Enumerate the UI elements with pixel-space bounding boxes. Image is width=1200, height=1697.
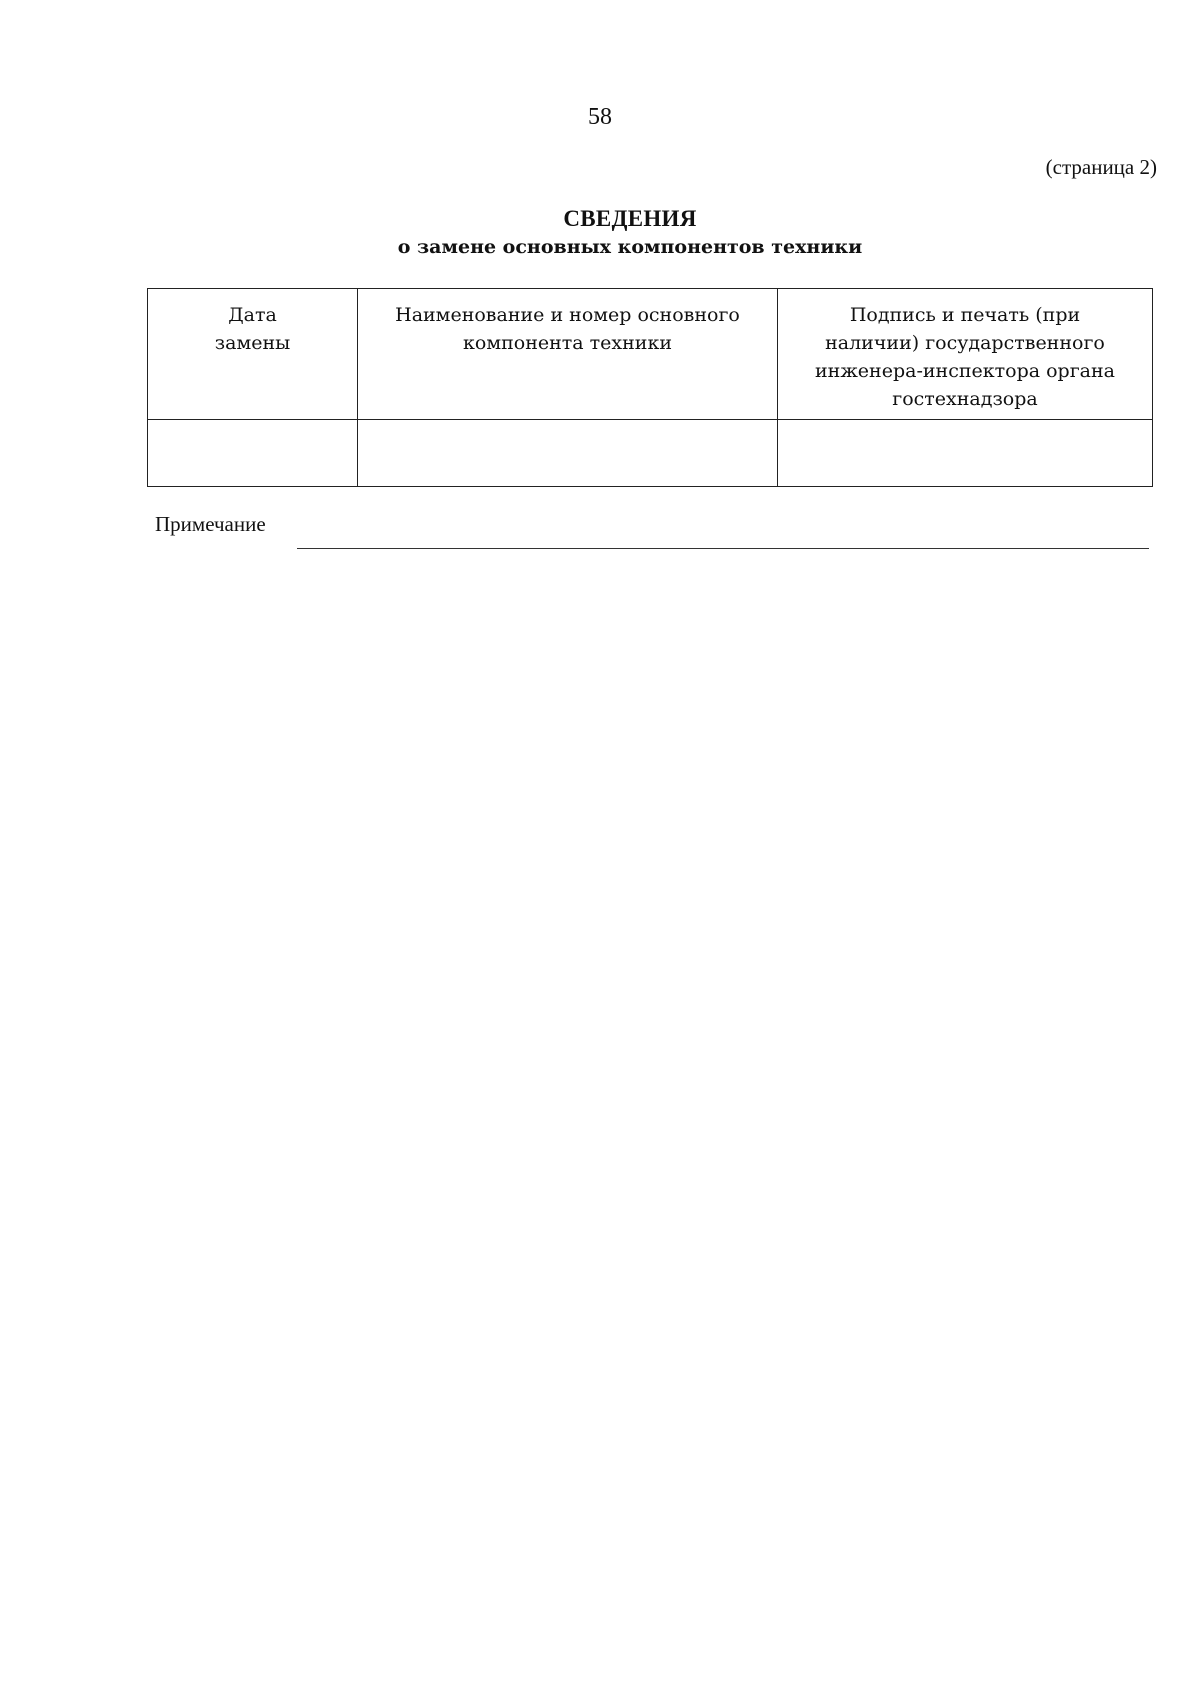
table-cell-signature[interactable]: [778, 420, 1153, 487]
table-row: [148, 420, 1153, 487]
page-number: 58: [588, 104, 612, 130]
table-cell-date[interactable]: [148, 420, 358, 487]
column-header-date: [148, 289, 358, 420]
column-header-label: Наименование и номер основного компонента техники: [395, 304, 740, 354]
page-label: (страница 2): [1045, 155, 1157, 179]
table-header-row: [148, 289, 1153, 420]
column-header-label: Дата замены: [214, 304, 291, 354]
note-line[interactable]: [297, 548, 1149, 549]
table-cell-component[interactable]: [358, 420, 778, 487]
column-header-component: [358, 289, 778, 420]
note-label: Примечание: [155, 512, 266, 536]
column-header-signature: [778, 289, 1153, 420]
replacement-table: [147, 288, 1153, 487]
column-header-label: Подпись и печать (при наличии) государственного инженера-инспектора органа гостехнадзора: [815, 304, 1115, 410]
document-subtitle: о замене основных компонентов техники: [397, 236, 863, 258]
document-title: СВЕДЕНИЯ: [563, 206, 697, 231]
